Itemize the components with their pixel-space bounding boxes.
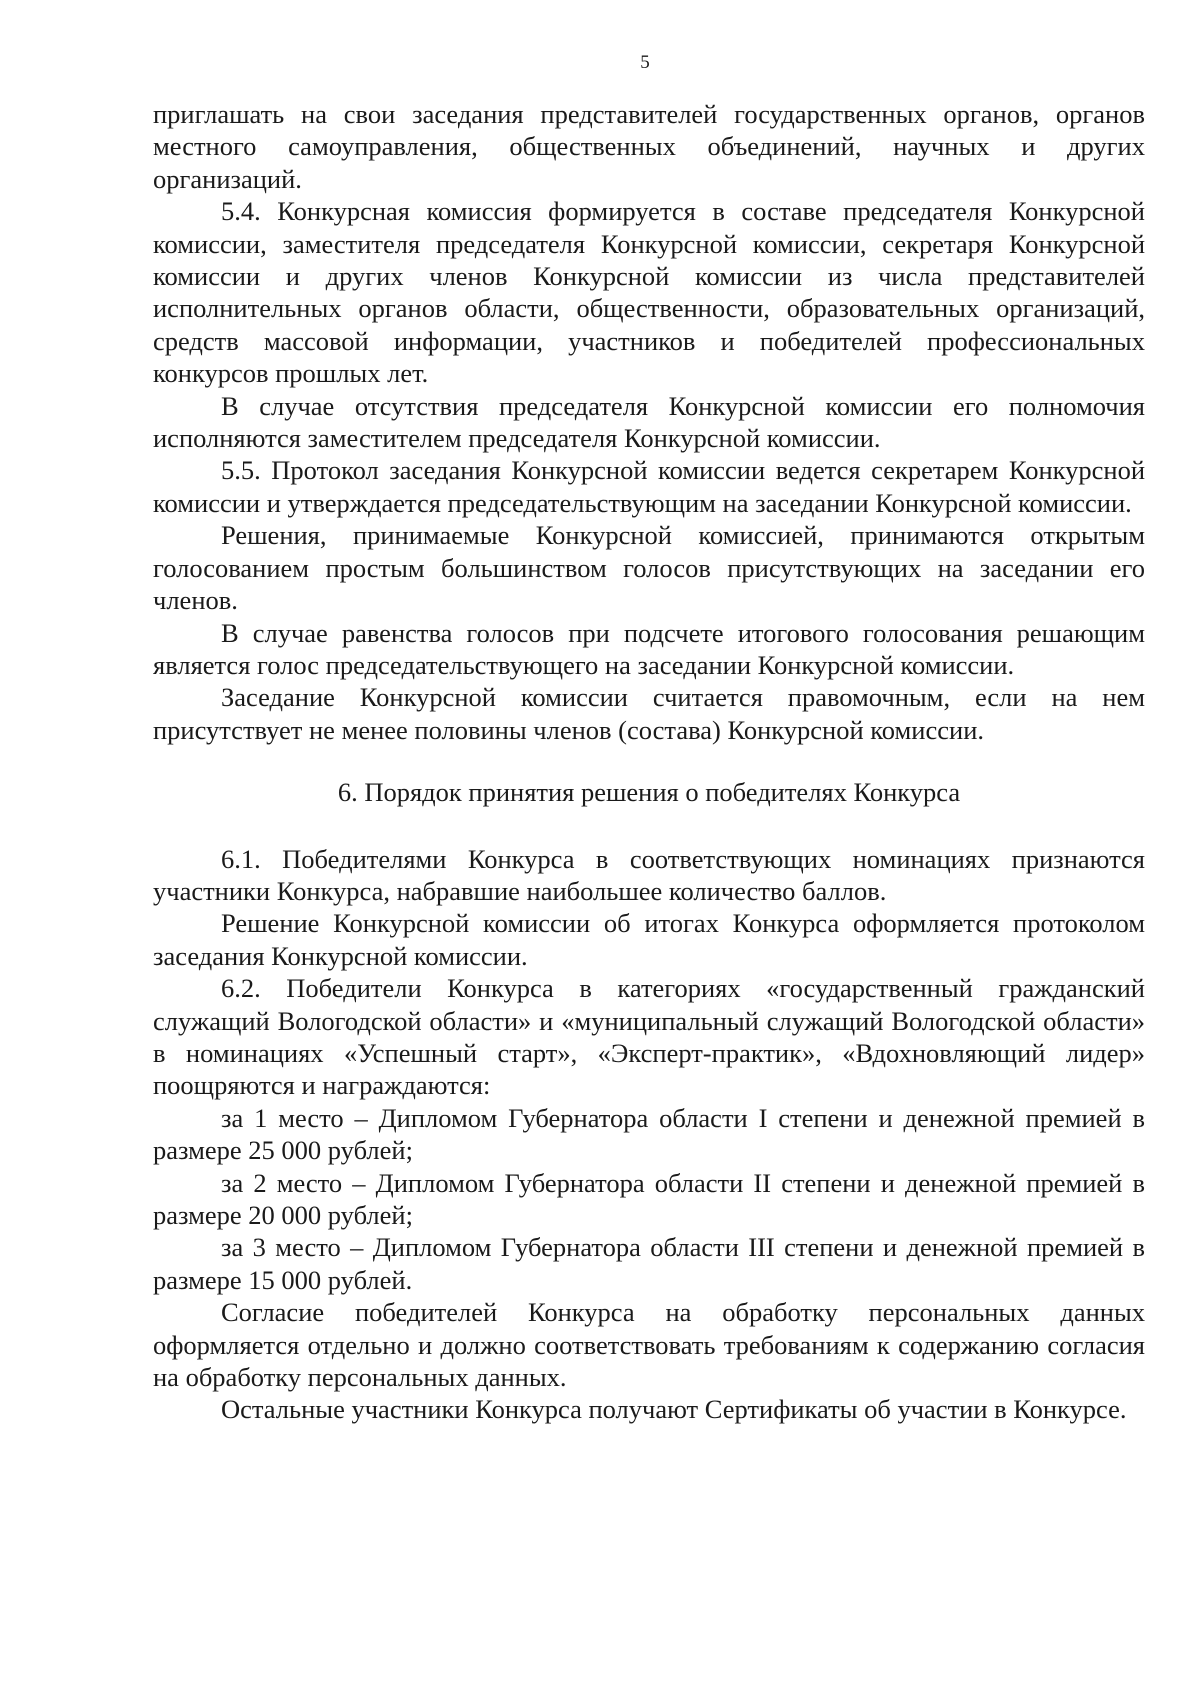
paragraph-6-2: 6.2. Победители Конкурса в категориях «государственный гражданский служащий Вологодской области» и «муниципальный служащий Вологодской области» в номинациях «Успешный старт», «Эксперт-практик», «Вдохновляющий лидер» поощряются и награждаются:: [153, 973, 1145, 1101]
paragraph: приглашать на свои заседания представителей государственных органов, органов местного самоуправления, общественных объединений, научных и других организаций.: [153, 99, 1145, 194]
paragraph: Остальные участники Конкурса получают Сертификаты об участии в Конкурсе.: [221, 1394, 1127, 1425]
paragraph: Заседание Конкурсной комиссии считается правомочным, если на нем присутствует не менее половины членов (состава) Конкурсной комиссии.: [153, 682, 1145, 745]
paragraph: В случае отсутствия председателя Конкурсной комиссии его полномочия исполняются заместителем председателя Конкурсной комиссии.: [153, 390, 1145, 454]
paragraph-5-5: 5.5. Протокол заседания Конкурсной комиссии ведется секретарем Конкурсной комиссии и утверждается председательствующим на заседании Конкурсной комиссии.: [153, 455, 1145, 518]
paragraph: В случае равенства голосов при подсчете итогового голосования решающим является голос председательствующего на заседании Конкурсной комиссии.: [153, 617, 1145, 680]
award-first-place: за 1 место – Дипломом Губернатора области I степени и денежной премией в размере 25 000 рублей;: [153, 1102, 1145, 1166]
paragraph: Согласие победителей Конкурса на обработку персональных данных оформляется отдельно и должно соответствовать требованиям к содержанию согласия на обработку персональных данных.: [153, 1297, 1145, 1393]
award-third-place: за 3 место – Дипломом Губернатора области III степени и денежной премией в размере 15 000 рублей.: [153, 1232, 1145, 1295]
paragraph: Решения, принимаемые Конкурсной комиссией, принимаются открытым голосованием простым большинством голосов присутствующих на заседании его членов.: [153, 520, 1145, 616]
paragraph-5-4: 5.4. Конкурсная комиссия формируется в составе председателя Конкурсной комиссии, заместителя председателя Конкурсной комиссии, секретаря Конкурсной комиссии и других членов Конкурсной комиссии из числа представителей исполнительных органов области, общественности, образовательных организаций, средств массовой информации, участников и победителей профессиональных конкурсов прошлых лет.: [153, 196, 1145, 389]
page-number: 5: [640, 52, 650, 73]
paragraph-6-1: 6.1. Победителями Конкурса в соответствующих номинациях признаются участники Конкурса, набравшие наибольшее количество баллов.: [153, 843, 1145, 906]
paragraph: Решение Конкурсной комиссии об итогах Конкурса оформляется протоколом заседания Конкурсной комиссии.: [153, 908, 1145, 971]
award-second-place: за 2 место – Дипломом Губернатора области II степени и денежной премией в размере 20 000 рублей;: [153, 1167, 1145, 1230]
section-heading: 6. Порядок принятия решения о победителях Конкурса: [337, 777, 961, 808]
document-body: [153, 98, 1145, 1426]
